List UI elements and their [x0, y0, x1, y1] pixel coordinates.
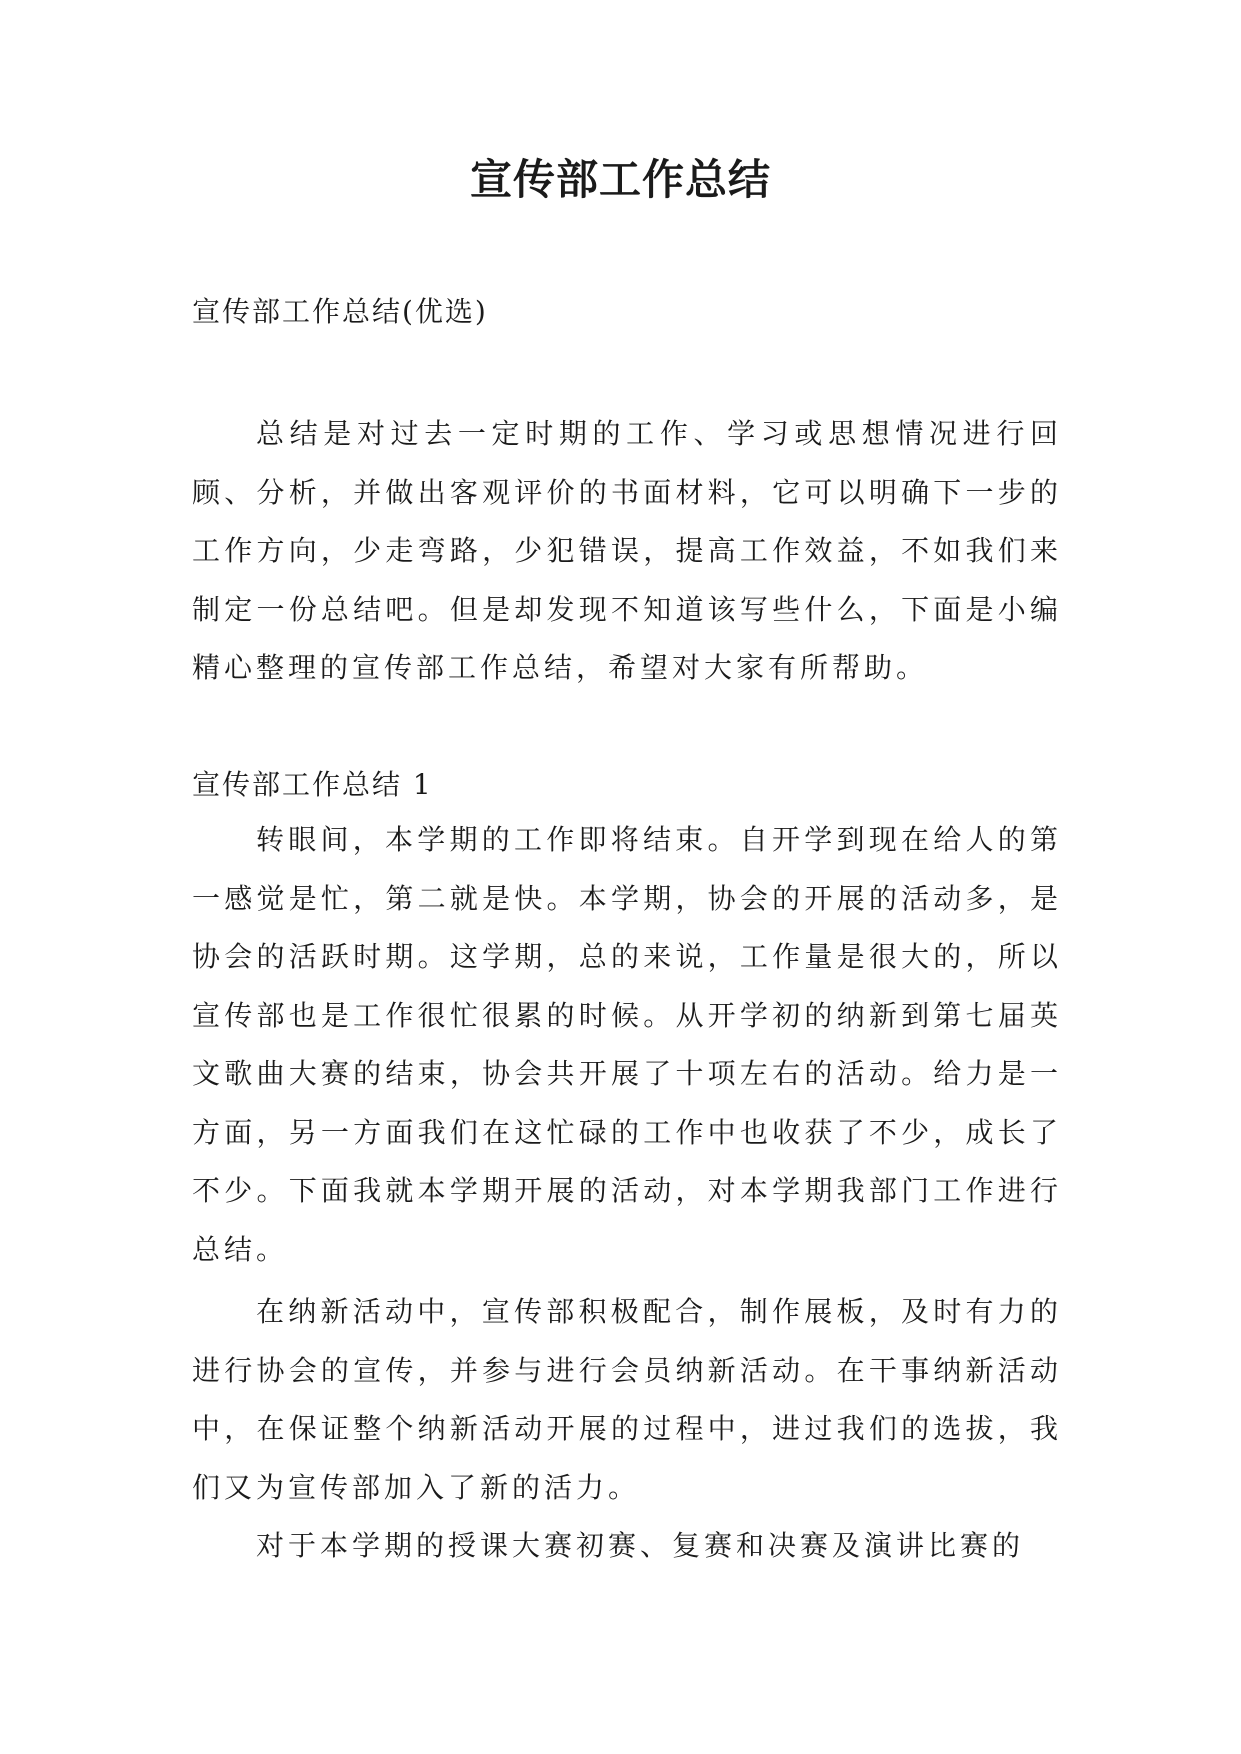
section-heading: 宣传部工作总结 1: [192, 768, 433, 801]
document-title: 宣传部工作总结: [469, 155, 771, 204]
document-subtitle: 宣传部工作总结(优选): [192, 295, 488, 328]
body-paragraph: 对于本学期的授课大赛初赛、复赛和决赛及演讲比赛的: [256, 1529, 1025, 1562]
intro-paragraph: 总结是对过去一定时期的工作、学习或思想情况进行回顾、分析，并做出客观评价的书面材料，它可以明确下一步的工作方向，少走弯路，少犯错误，提高工作效益，不如我们来制定一份总结吧。但是却发现不知道该写些什么，下面是小编精心整理的宣传部工作总结，希望对大家有所帮助。: [192, 417, 1062, 684]
body-paragraph: 转眼间，本学期的工作即将结束。自开学到现在给人的第一感觉是忙，第二就是快。本学期，协会的开展的活动多，是协会的活跃时期。这学期，总的来说，工作量是很大的，所以宣传部也是工作很忙很累的时候。从开学初的纳新到第七届英文歌曲大赛的结束，协会共开展了十项左右的活动。给力是一方面，另一方面我们在这忙碌的工作中也收获了不少，成长了不少。下面我就本学期开展的活动，对本学期我部门工作进行总结。: [192, 823, 1062, 1266]
body-paragraph: 在纳新活动中，宣传部积极配合，制作展板，及时有力的进行协会的宣传，并参与进行会员纳新活动。在干事纳新活动中，在保证整个纳新活动开展的过程中，进过我们的选拔，我们又为宣传部加入了新的活力。: [192, 1295, 1062, 1504]
